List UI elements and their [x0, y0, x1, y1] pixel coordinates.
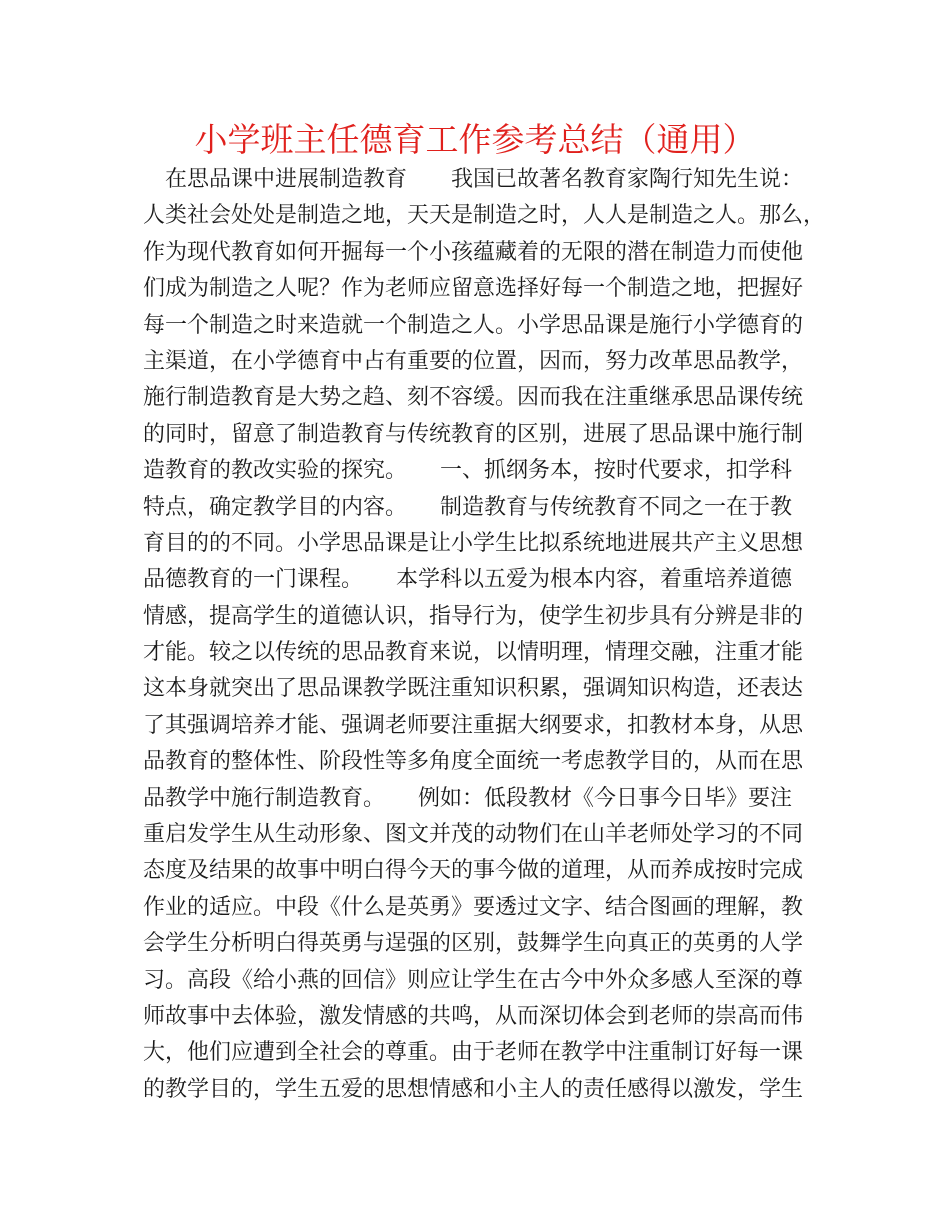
- body-line-17: 品教育的整体性、阶段性等多角度全面统一考虑教学目的，从而在思: [143, 749, 804, 775]
- body-line-02: 人类社会处处是制造之地，天天是制造之时，人人是制造之人。那么，: [143, 203, 826, 229]
- body-line-21: 作业的适应。中段《什么是英勇》要透过文字、结合图画的理解，教: [143, 894, 804, 920]
- body-line-01: 在思品课中进展制造教育 我国已故著名教育家陶行知先生说：: [143, 167, 804, 192]
- body-line-20: 态度及结果的故事中明白得今天的事今做的道理，从而养成按时完成: [143, 858, 804, 884]
- body-line-22: 会学生分析明白得英勇与逞强的区别，鼓舞学生向真正的英勇的人学: [143, 931, 804, 957]
- body-line-14: 才能。较之以传统的思品教育来说，以情明理，情理交融，注重才能: [143, 640, 804, 666]
- document-title: 小学班主任德育工作参考总结（通用）: [194, 120, 756, 159]
- body-line-11: 育目的的不同。小学思品课是让小学生比拟系统地进展共产主义思想: [143, 530, 804, 556]
- body-line-18: 品教学中施行制造教育。 例如：低段教材《今日事今日毕》要注: [143, 785, 793, 811]
- body-line-09: 造教育的教改实验的探究。 一、抓纲务本，按时代要求，扣学科: [143, 458, 793, 484]
- body-line-23: 习。高段《给小燕的回信》则应让学生在古今中外众多感人至深的尊: [143, 967, 804, 993]
- body-line-10: 特点，确定教学目的内容。 制造教育与传统教育不同之一在于教: [143, 494, 793, 520]
- body-line-06: 主渠道，在小学德育中占有重要的位置，因而，努力改革思品教学，: [143, 348, 804, 374]
- body-line-08: 的同时，留意了制造教育与传统教育的区别，进展了思品课中施行制: [143, 421, 804, 447]
- body-line-13: 情感，提高学生的道德认识，指导行为，使学生初步具有分辨是非的: [143, 603, 804, 629]
- body-line-12: 品德教育的一门课程。 本学科以五爱为根本内容，着重培养道德: [143, 567, 793, 593]
- body-line-25: 大，他们应遭到全社会的尊重。由于老师在教学中注重制订好每一课: [143, 1040, 804, 1066]
- body-line-24: 师故事中去体验，激发情感的共鸣，从而深切体会到老师的崇高而伟: [143, 1003, 804, 1029]
- body-line-26: 的教学目的，学生五爱的思想情感和小主人的责任感得以激发，学生: [143, 1076, 804, 1102]
- body-line-07: 施行制造教育是大势之趋、刻不容缓。因而我在注重继承思品课传统: [143, 385, 804, 411]
- body-line-16: 了其强调培养才能、强调老师要注重据大纲要求，扣教材本身，从思: [143, 712, 804, 738]
- body-line-05: 每一个制造之时来造就一个制造之人。小学思品课是施行小学德育的: [143, 312, 804, 338]
- body-line-03: 作为现代教育如何开掘每一个小孩蕴藏着的无限的潜在制造力而使他: [143, 239, 804, 265]
- body-line-15: 这本身就突出了思品课教学既注重知识积累，强调知识构造，还表达: [143, 676, 804, 702]
- body-line-19: 重启发学生从生动形象、图文并茂的动物们在山羊老师处学习的不同: [143, 822, 804, 848]
- body-line-04: 们成为制造之人呢？作为老师应留意选择好每一个制造之地，把握好: [143, 276, 804, 302]
- document-body: [143, 162, 833, 1108]
